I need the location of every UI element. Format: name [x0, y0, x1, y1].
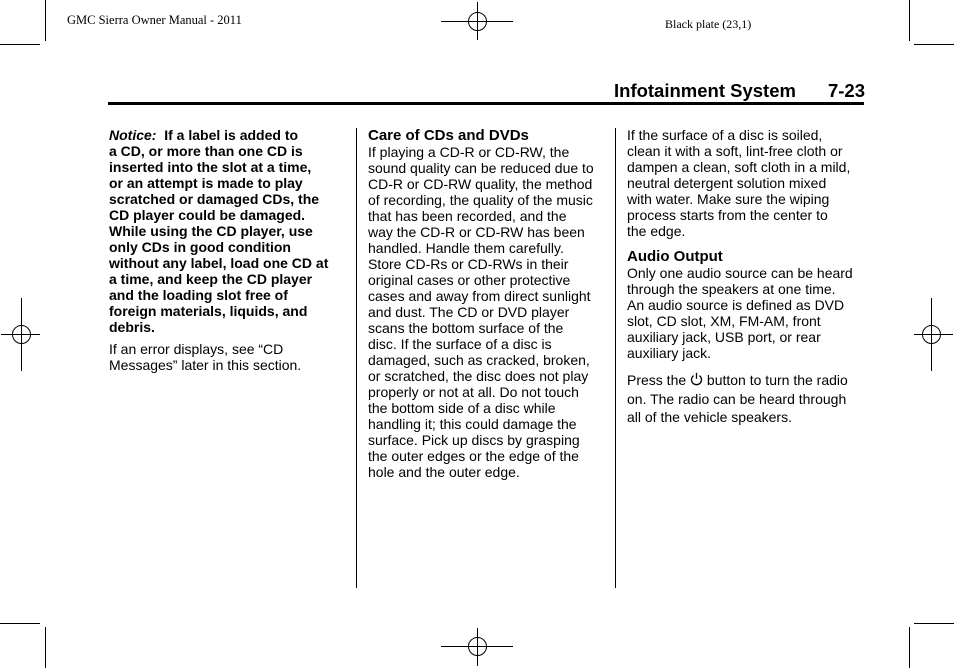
care-line: the bottom side of a disc while — [368, 400, 556, 416]
notice-paragraph — [109, 127, 344, 335]
error-paragraph — [109, 341, 344, 373]
registration-mark-left — [1, 298, 40, 371]
audio-line: auxiliary jack. — [627, 345, 712, 361]
care-line: sound quality can be reduced due to — [368, 160, 594, 176]
notice-line: or an attempt is made to play — [109, 175, 303, 191]
registration-mark-bottom — [441, 628, 513, 666]
audio-line: An audio source is defined as DVD — [627, 297, 845, 313]
column-middle — [368, 127, 608, 480]
notice-line: scratched or damaged CDs, the — [109, 191, 320, 207]
care-line: damaged, such as cracked, broken, — [368, 352, 590, 368]
notice-line: While using the CD player, use — [109, 223, 313, 239]
plate-label: Black plate (23,1) — [665, 17, 752, 31]
care-line: that has been recorded, and the — [368, 208, 567, 224]
notice-line: a CD, or more than one CD is — [109, 143, 303, 159]
error-line: Messages” later in this section. — [109, 357, 302, 373]
care-line: and dust. The CD or DVD player — [368, 304, 570, 320]
audio-line: through the speakers at one time. — [627, 281, 836, 297]
care-line: original cases or other protective — [368, 272, 571, 288]
clean-line: dampen a clean, soft cloth in a mild, — [627, 159, 851, 175]
notice-line: inserted into the slot at a time, — [109, 159, 312, 175]
care-line: scans the bottom surface of the — [368, 320, 564, 336]
press-text: Press the — [627, 372, 691, 388]
care-line: of recording, the quality of the music — [368, 192, 593, 208]
notice-line-0: Notice: If a label is added to — [109, 127, 299, 143]
care-line: cases and away from direct sunlight — [368, 288, 591, 304]
registration-mark-right — [914, 298, 953, 371]
notice-line: only CDs in good condition — [109, 239, 291, 255]
care-line: handled. Handle them carefully. — [368, 240, 564, 256]
error-line: If an error displays, see “CD — [109, 341, 284, 357]
radio-line: all of the vehicle speakers. — [627, 409, 792, 425]
care-line: disc. If the surface of a disc is — [368, 336, 552, 352]
registration-mark-top — [441, 2, 513, 40]
notice-line: without any label, load one CD at — [109, 255, 329, 271]
clean-line: If the surface of a disc is soiled, — [627, 127, 823, 143]
care-line: or scratched, the disc does not play — [368, 368, 589, 384]
care-line: Store CD-Rs or CD-RWs in their — [368, 256, 569, 272]
notice-label: Notice: — [109, 127, 157, 143]
care-line: way the CD-R or CD-RW has been — [368, 224, 585, 240]
notice-line: a time, and keep the CD player — [109, 271, 313, 287]
care-line: CD-R or CD-RW quality, the method — [368, 176, 593, 192]
clean-line: the edge. — [627, 223, 686, 239]
radio-line: on. The radio can be heard through — [627, 391, 847, 407]
header-rule — [108, 102, 864, 105]
manual-title: GMC Sierra Owner Manual - 2011 — [67, 13, 242, 27]
column-right — [627, 127, 867, 426]
care-line: hole and the outer edge. — [368, 464, 520, 480]
section-title: Infotainment System — [614, 80, 796, 101]
notice-line: and the loading slot free of — [109, 287, 288, 303]
care-heading: Care of CDs and DVDs — [368, 127, 529, 144]
cleaning-paragraph — [627, 127, 867, 239]
audio-line: slot, CD slot, XM, FM-AM, front — [627, 313, 821, 329]
notice-line: CD player could be damaged. — [109, 207, 306, 223]
power-icon — [690, 372, 703, 390]
audio-line: Only one audio source can be heard — [627, 265, 853, 281]
audio-line: auxiliary jack, USB port, or rear — [627, 329, 821, 345]
care-paragraph — [368, 144, 608, 480]
clean-line: process starts from the center to — [627, 207, 828, 223]
notice-line: debris. — [109, 319, 155, 335]
column-divider — [615, 128, 616, 588]
care-line: the outer edges or the edge of the — [368, 448, 579, 464]
column-left — [109, 127, 344, 373]
audio-paragraph — [627, 265, 867, 361]
care-line: properly or not at all. Do not touch — [368, 384, 579, 400]
press-paragraph — [627, 371, 867, 426]
clean-line: neutral detergent solution mixed — [627, 175, 827, 191]
section-heading — [614, 80, 865, 102]
page-number: 7-23 — [827, 80, 865, 101]
care-line: surface. Pick up discs by grasping — [368, 432, 580, 448]
clean-line: with water. Make sure the wiping — [627, 191, 830, 207]
audio-output-heading: Audio Output — [627, 248, 723, 265]
column-divider — [356, 128, 357, 588]
care-line: If playing a CD-R or CD-RW, the — [368, 144, 570, 160]
care-line: handling it; this could damage the — [368, 416, 577, 432]
press-text: button to turn the radio — [703, 372, 848, 388]
clean-line: clean it with a soft, lint-free cloth or — [627, 143, 843, 159]
notice-line: foreign materials, liquids, and — [109, 303, 308, 319]
